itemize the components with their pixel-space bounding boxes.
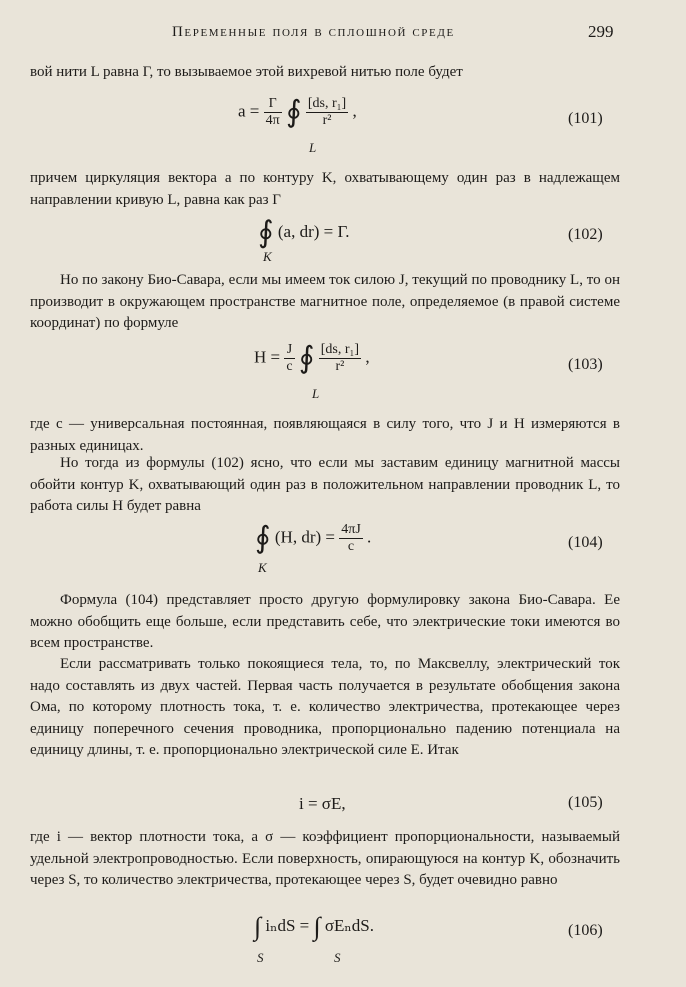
eq106-left: iₙdS = xyxy=(265,915,310,935)
contour-integral-sign: ∮ xyxy=(255,521,271,555)
paragraph-7: Если рассматривать только покоящиеся тела, то, по Максвеллу, электрический ток надо составлять из двух частей. Первая часть получается в результате обобщения закона Ома, по которому плотность тока, т. е. количество электричества, протекающее через единицу поперечного сечения проводника, пропорционально падению потенциала на единицу длины, т. е. пропорционально электрической силе E. Итак xyxy=(30,656,620,758)
eq101-tail: , xyxy=(352,101,357,121)
equation-103-body xyxy=(254,342,370,375)
equation-101 xyxy=(0,96,686,158)
eq103-coefficient xyxy=(284,342,294,375)
eq106-limit-right: S xyxy=(334,950,341,965)
eq101-coef-num: Γ xyxy=(264,96,282,113)
equation-number-103: (103) xyxy=(568,356,603,373)
eq104-rhs-num: 4πJ xyxy=(341,522,361,537)
eq105-expression: i = σE, xyxy=(299,794,346,813)
paragraph-2: причем циркуляция вектора a по контуру K, охватывающему один раз в надлежащем направлении кривую L, равна как раз Γ xyxy=(30,170,620,208)
eq104-tail: . xyxy=(367,527,372,547)
equation-number-106: (106) xyxy=(568,922,603,939)
paragraph-4: где c — универсальная постоянная, появляющаяся в силу того, что J и H измеряются в разных единицах. xyxy=(30,416,620,454)
eq103-contour-label: L xyxy=(312,386,320,401)
equation-number-104: (104) xyxy=(568,534,603,551)
eq101-integrand xyxy=(306,96,348,129)
running-title: Переменные поля в сплошной среде xyxy=(172,24,455,40)
equation-106 xyxy=(0,914,686,970)
eq104-rhs-den: c xyxy=(347,539,355,554)
eq103-integrand xyxy=(319,342,361,375)
eq101-lhs: a = xyxy=(238,101,260,121)
equation-102-body xyxy=(258,218,350,248)
equation-number-101: (101) xyxy=(568,110,603,127)
equation-103 xyxy=(0,342,686,404)
equation-102 xyxy=(0,218,686,268)
eq101-int-den: r² xyxy=(322,113,332,128)
equation-101-body xyxy=(238,96,357,129)
eq104-rhs xyxy=(339,522,363,555)
eq102-expression: (a, dr) = Γ. xyxy=(277,221,350,241)
eq106-right: σEₙdS. xyxy=(324,915,374,935)
equation-105 xyxy=(0,794,686,820)
eq103-int-den: r² xyxy=(335,359,345,374)
eq103-int-num: [ds, r₁] xyxy=(320,342,360,357)
paragraph-3: Но по закону Био-Савара, если мы имеем ток силою J, текущий по проводнику L, то он производит в окружающем пространстве магнитное поле, определяемое (в правой системе координат) по формуле xyxy=(30,272,620,331)
contour-integral-sign: ∮ xyxy=(298,341,315,375)
eq103-coef-den: c xyxy=(286,359,293,374)
equation-104-body xyxy=(255,522,371,555)
paragraph-5: Но тогда из формулы (102) ясно, что если мы заставим единицу магнитной массы обойти контур K, охватывающий один раз в положительном направлении проводник L, то работа силы H будет равна xyxy=(30,455,620,514)
page-header xyxy=(0,24,686,48)
page-number: 299 xyxy=(588,22,614,41)
paragraph-8: где i — вектор плотности тока, а σ — коэффициент пропорциональности, называемый удельной электропроводностью. Если поверхность, опирающуюся на контур K, обозначить через S, то количество электричества, протекающее через S, будет очевидно равно xyxy=(30,829,620,888)
eq101-contour-label: L xyxy=(309,140,317,155)
equation-104 xyxy=(0,522,686,580)
eq103-lhs: H = xyxy=(254,347,281,367)
equation-number-105: (105) xyxy=(568,794,603,811)
eq106-limit-left: S xyxy=(257,950,264,965)
eq101-coefficient xyxy=(264,96,282,129)
paragraph-6: Формула (104) представляет просто другую формулировку закона Био-Савара. Ее можно обобщить еще больше, если представить себе, что электрические токи имеются во всем пространстве. xyxy=(30,592,620,651)
eq101-int-num: [ds, r₁] xyxy=(307,96,347,111)
contour-integral-sign: ∮ xyxy=(258,216,274,249)
equation-number-102: (102) xyxy=(568,226,603,243)
eq102-contour-label: K xyxy=(263,249,272,264)
paragraph-1: вой нити L равна Γ, то вызываемое этой вихревой нитью поле будет xyxy=(30,64,463,80)
integral-sign: ∫ xyxy=(313,912,321,941)
integral-sign: ∫ xyxy=(254,912,262,941)
eq104-contour-label: K xyxy=(258,560,267,575)
eq104-expression: (H, dr) = xyxy=(274,527,335,547)
contour-integral-sign: ∮ xyxy=(285,95,302,129)
eq103-coef-num: J xyxy=(284,342,294,359)
eq101-coef-den: 4π xyxy=(265,113,280,128)
equation-106-body xyxy=(254,914,374,940)
eq103-tail: , xyxy=(365,347,370,367)
equation-105-body xyxy=(299,794,346,814)
